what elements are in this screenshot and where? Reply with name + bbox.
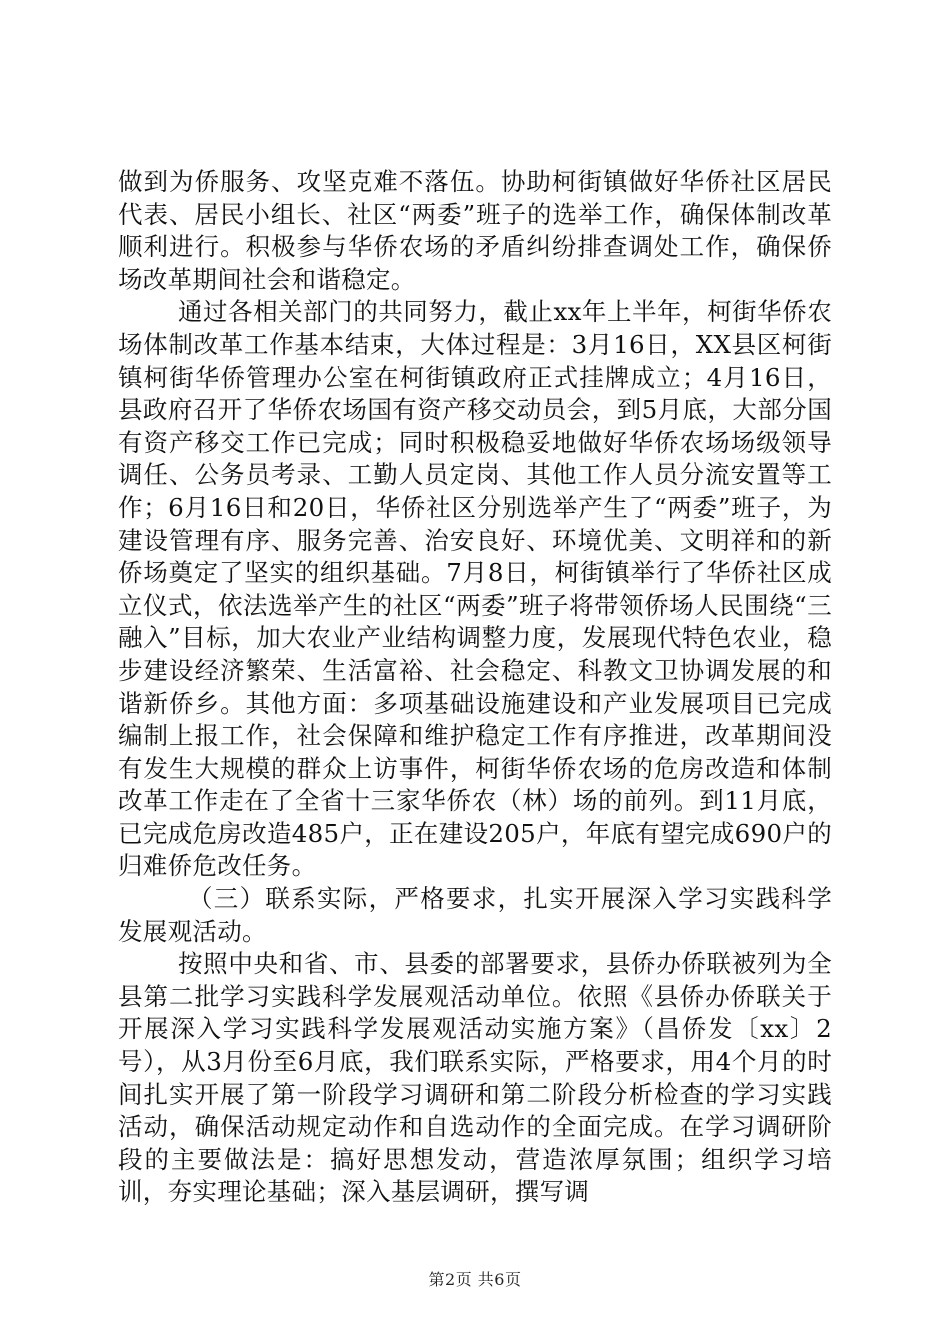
paragraph-reform-progress: 通过各相关部门的共同努力，截止xx年上半年，柯街华侨农场体制改革工作基本结束，大体过程是：3月16日，XX县区柯街镇柯街华侨管理办公室在柯街镇政府正式挂牌成立；4月16日，县政府召开了华侨农场国有资产移交动员会，到5月底，大部分国有资产移交工作已完成；同时积极稳妥地做好华侨农场场级领导调任、公务员考录、工勤人员定岗、其他工作人员分流安置等工作；6月16日和20日，华侨社区分别选举产生了“两委”班子，为建设管理有序、服务完善、治安良好、环境优美、文明祥和的新侨场奠定了坚实的组织基础。7月8日，柯街镇举行了华侨社区成立仪式，依法选举产生的社区“两委”班子将带领侨场人民围绕“三融入”目标，加大农业产业结构调整力度，发展现代特色农业，稳步建设经济繁荣、生活富裕、社会稳定、科教文卫协调发展的和谐新侨乡。其他方面：多项基础设施建设和产业发展项目已完成编制上报工作，社会保障和维护稳定工作有序推进，改革期间没有发生大规模的群众上访事件，柯街华侨农场的危房改造和体制改革工作走在了全省十三家华侨农（林）场的前列。到11月底，已完成危房改造485户，正在建设205户，年底有望完成690户的归难侨危改任务。	[118, 297, 832, 881]
document-body	[118, 166, 832, 1209]
paragraph-continuation: 做到为侨服务、攻坚克难不落伍。协助柯街镇做好华侨社区居民代表、居民小组长、社区“两委”班子的选举工作，确保体制改革顺利进行。积极参与华侨农场的矛盾纠纷排查调处工作，确保侨场改革期间社会和谐稳定。	[118, 167, 832, 294]
section-heading-three: （三）联系实际，严格要求，扎实开展深入学习实践科学发展观活动。	[118, 884, 832, 946]
page-number-footer: 第2页 共6页	[428, 1270, 522, 1289]
paragraph-study-activity: 按照中央和省、市、县委的部署要求，县侨办侨联被列为全县第二批学习实践科学发展观活动单位。依照《县侨办侨联关于开展深入学习实践科学发展观活动实施方案》（昌侨发〔xx〕2号），从3月份至6月底，我们联系实际，严格要求，用4个月的时间扎实开展了第一阶段学习调研和第二阶段分析检查的学习实践活动，确保活动规定动作和自选动作的全面完成。在学习调研阶段的主要做法是：搞好思想发动，营造浓厚氛围；组织学习培训，夯实理论基础；深入基层调研，撰写调	[118, 949, 832, 1207]
